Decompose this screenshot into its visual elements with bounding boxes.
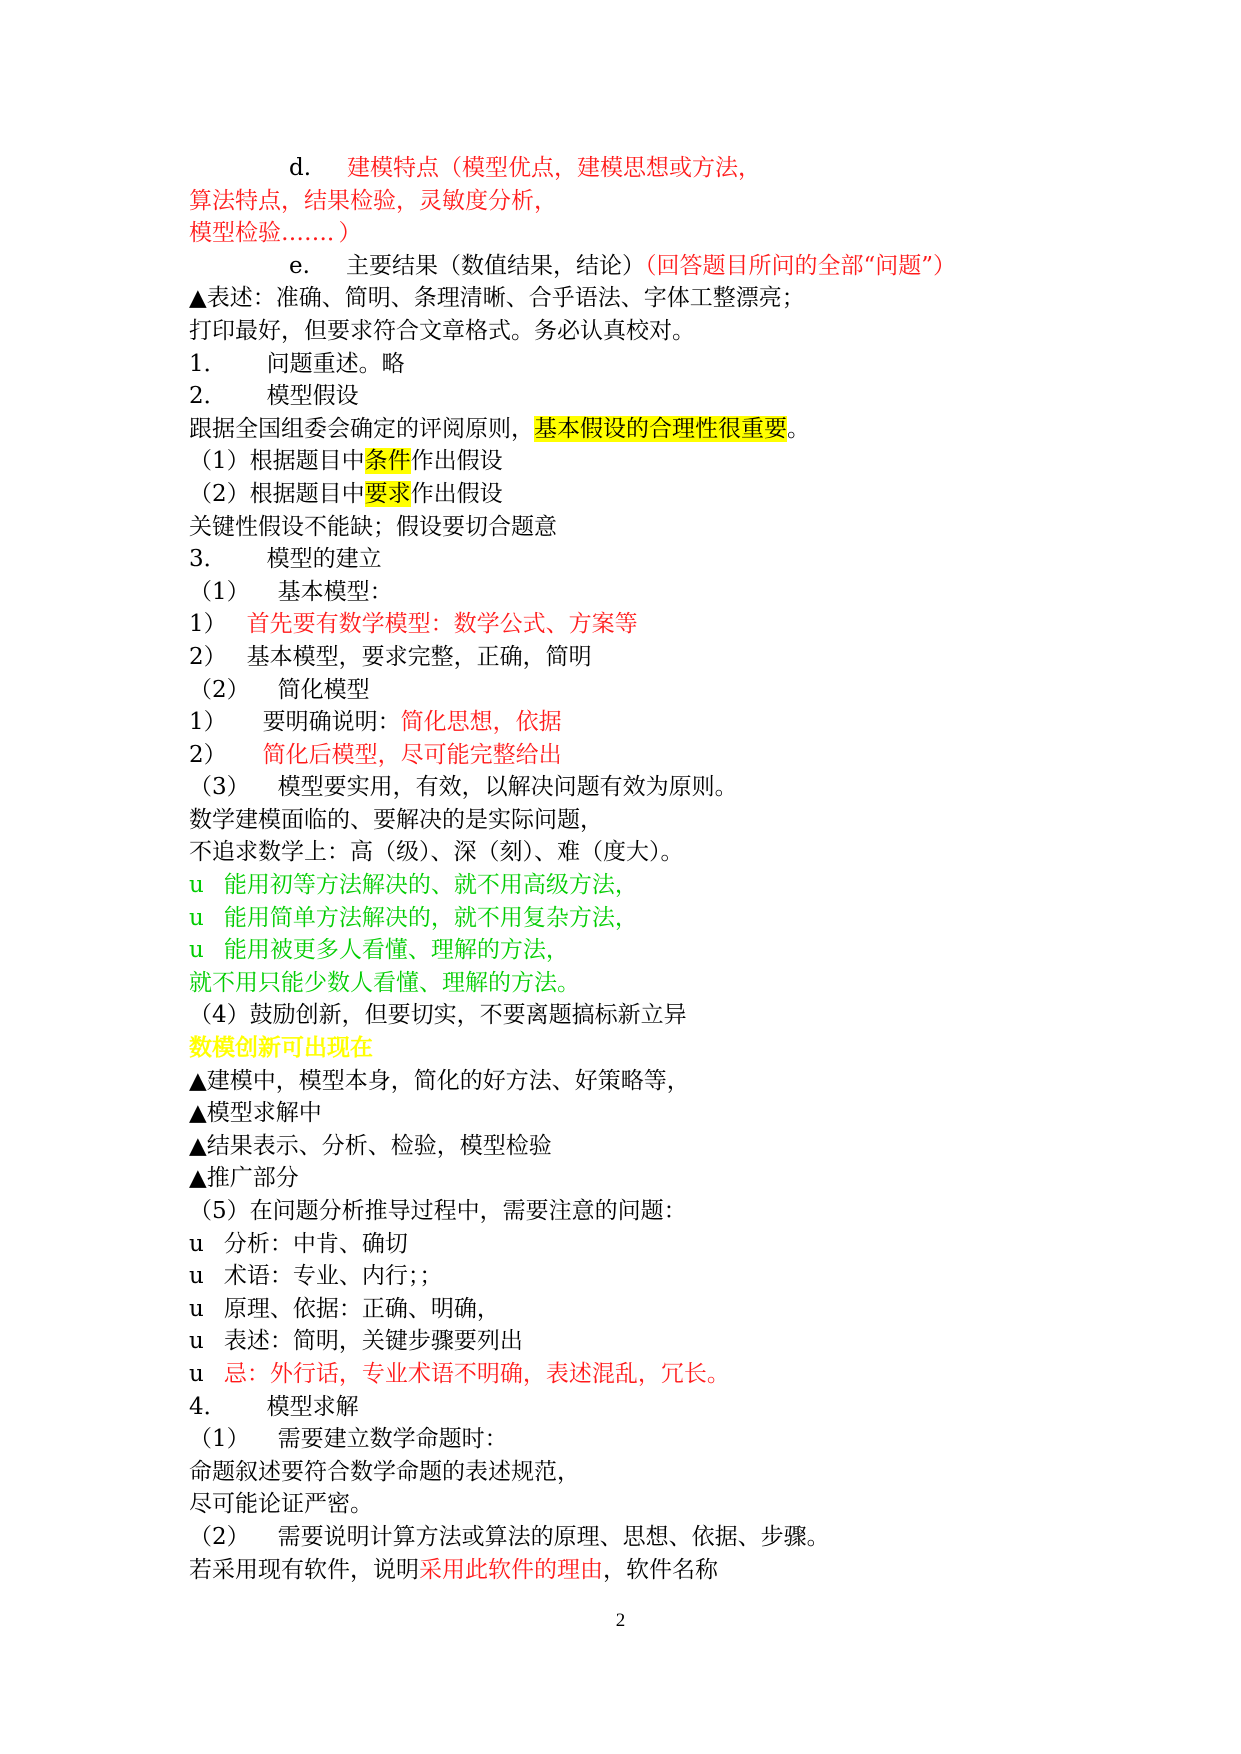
text-span: ，软件名称 — [603, 1556, 718, 1583]
text-span-red: 采用此软件的理由 — [419, 1556, 603, 1583]
section-title: 问题重述。略 — [266, 350, 405, 377]
text-line: （4）鼓励创新，但要切实，不要离题搞标新立异 — [189, 1002, 687, 1029]
list-text: 要明确说明： — [262, 709, 401, 736]
subsection-heading — [189, 674, 1089, 707]
list-number: 1） — [189, 709, 227, 736]
subsection-heading — [189, 1423, 1089, 1456]
section-number: 3． — [189, 546, 227, 573]
bullet-item — [189, 1358, 1089, 1391]
item-marker: e. — [289, 252, 310, 279]
highlighted-text: 要求 — [364, 480, 411, 507]
bullet-text: 忌：外行话，专业术语不明确，表述混乱，冗长。 — [223, 1360, 730, 1387]
section-title: 模型的建立 — [266, 546, 382, 573]
subsection-heading — [189, 771, 1089, 804]
section-number: 2． — [189, 383, 227, 410]
list-item — [189, 608, 1089, 641]
document-body — [189, 152, 1089, 1586]
list-item — [189, 706, 1089, 739]
list-number: 2） — [189, 643, 227, 670]
text-line: ▲表述：准确、简明、条理清晰、合乎语法、字体工整漂亮； — [189, 285, 805, 312]
text-span: 跟据全国组委会确定的评阅原则， — [189, 415, 534, 442]
bullet-text: 术语：专业、内行；； — [223, 1263, 443, 1290]
text-line: 关键性假设不能缺；假设要切合题意 — [189, 513, 557, 540]
text-line: 命题叙述要符合数学命题的表述规范， — [189, 1458, 580, 1485]
bullet-marker: u — [189, 1263, 204, 1290]
item-text-red: （回答题目所问的全部“问题”） — [644, 252, 956, 279]
list-item — [189, 739, 1089, 772]
bullet-marker: u — [189, 872, 204, 899]
highlighted-text: 条件 — [364, 448, 411, 475]
subsection-number: （1） — [189, 1426, 250, 1453]
list-text: 简化后模型，尽可能完整给出 — [262, 741, 562, 768]
section-number: 1． — [189, 350, 227, 377]
list-text-red: 简化思想，依据 — [400, 709, 562, 736]
section-heading — [189, 380, 1089, 413]
text-line: （5）在问题分析推导过程中，需要注意的问题： — [189, 1198, 687, 1224]
bullet-text: 能用被更多人看懂、理解的方法， — [223, 937, 569, 964]
item-text: 主要结果（数值结果，结论） — [345, 252, 645, 279]
bullet-item — [189, 1228, 1089, 1261]
subsection-title: 模型要实用，有效，以解决问题有效为原则。 — [277, 774, 738, 801]
highlighted-text: 基本假设的合理性很重要 — [534, 415, 787, 442]
bullet-item — [189, 934, 1089, 967]
item-text: 建模特点（模型优点，建模思想或方法， — [347, 155, 762, 181]
text-line: 算法特点，结果检验，灵敏度分析， — [189, 187, 557, 214]
section-heading — [189, 348, 1089, 381]
bullet-item — [189, 902, 1089, 935]
text-span: 若采用现有软件，说明 — [189, 1556, 419, 1583]
bullet-item — [189, 1325, 1089, 1358]
text-span: 作出假设 — [410, 480, 503, 507]
subsection-title: 需要说明计算方法或算法的原理、思想、依据、步骤。 — [277, 1523, 830, 1550]
item-e — [189, 250, 1089, 283]
bullet-text: 原理、依据：正确、明确， — [223, 1295, 500, 1322]
section-number: 4． — [189, 1393, 227, 1420]
list-number: 2） — [189, 741, 227, 768]
text-span: （1）根据题目中 — [189, 448, 365, 475]
list-item — [189, 641, 1089, 674]
subsection-number: （2） — [189, 1523, 250, 1550]
subsection-title: 需要建立数学命题时： — [277, 1426, 508, 1453]
subsection-heading — [189, 576, 1089, 609]
text-line: ▲建模中，模型本身，简化的好方法、好策略等， — [189, 1067, 690, 1094]
list-text: 首先要有数学模型：数学公式、方案等 — [246, 611, 638, 638]
bullet-marker: u — [189, 1295, 204, 1322]
subsection-title: 简化模型 — [277, 676, 370, 703]
subsection-heading — [189, 1521, 1089, 1554]
text-line: 不追求数学上：高（级）、深（刻）、难（度大）。 — [189, 839, 684, 866]
bullet-item — [189, 1260, 1089, 1293]
subsection-number: （3） — [189, 774, 250, 801]
text-line: 打印最好，但要求符合文章格式。务必认真校对。 — [189, 317, 695, 344]
text-line — [189, 413, 1089, 446]
text-line: ▲推广部分 — [189, 1165, 299, 1192]
item-marker: d. — [289, 155, 312, 181]
list-text: 基本模型，要求完整，正确，简明 — [246, 643, 592, 670]
text-span: 作出假设 — [410, 448, 503, 475]
text-span: 。 — [787, 415, 810, 442]
bullet-text: 表述：简明，关键步骤要列出 — [223, 1328, 523, 1355]
text-line — [189, 445, 1089, 478]
text-line: ▲模型求解中 — [189, 1100, 322, 1127]
list-number: 1） — [189, 611, 227, 638]
text-line — [189, 1554, 1089, 1587]
bullet-marker: u — [189, 1328, 204, 1355]
section-heading — [189, 543, 1089, 576]
bullet-marker: u — [189, 904, 204, 931]
bullet-item — [189, 1293, 1089, 1326]
item-d — [189, 152, 1089, 185]
bullet-text: 能用简单方法解决的，就不用复杂方法， — [223, 904, 638, 931]
text-line: 数学建模面临的、要解决的是实际问题， — [189, 806, 603, 833]
highlight-heading: 数模创新可出现在 — [189, 1034, 373, 1062]
text-line: 模型检验……．） — [189, 220, 362, 247]
section-title: 模型假设 — [266, 383, 359, 410]
subsection-number: （1） — [189, 578, 250, 605]
subsection-number: （2） — [189, 676, 250, 703]
text-line: 就不用只能少数人看懂、理解的方法。 — [189, 969, 580, 996]
text-line — [189, 478, 1089, 511]
text-span: （2）根据题目中 — [189, 480, 365, 507]
subsection-title: 基本模型： — [277, 578, 393, 605]
text-line: 尽可能论证严密。 — [189, 1491, 373, 1518]
bullet-text: 分析：中肯、确切 — [223, 1230, 408, 1257]
bullet-marker: u — [189, 1230, 204, 1257]
section-title: 模型求解 — [266, 1393, 359, 1420]
page-number: 2 — [615, 1610, 626, 1631]
section-heading — [189, 1391, 1089, 1424]
bullet-marker: u — [189, 1360, 204, 1387]
text-line: ▲结果表示、分析、检验，模型检验 — [189, 1132, 552, 1159]
bullet-item — [189, 869, 1089, 902]
bullet-text: 能用初等方法解决的、就不用高级方法， — [223, 872, 638, 899]
bullet-marker: u — [189, 937, 204, 964]
